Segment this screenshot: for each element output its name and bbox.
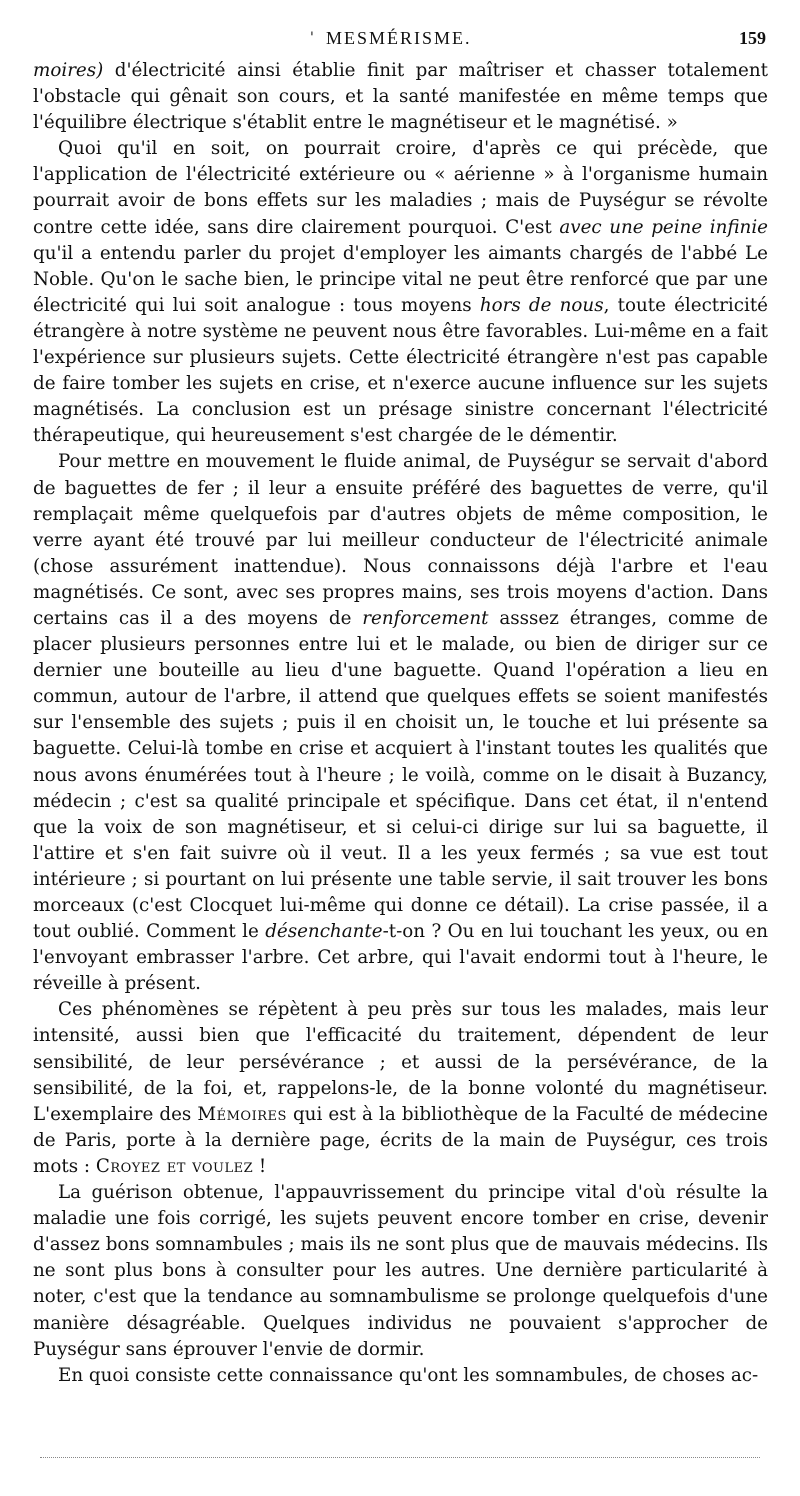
body-text: [33, 58, 768, 1389]
italic-text: moires): [33, 60, 104, 81]
text-segment: Ces phénomènes se répètent à peu près sur tous les malades, mais leur intensité, aussi bien que l'efficacité du traitement, dépendent de leur sensibilité, de leur persévérance ; et aussi de la persévérance, de la sensibilité, de la foi, et, rappelons-le, de la bonne volonté du magnétiseur. L'exemplaire des: [33, 999, 768, 1125]
paragraph: [33, 997, 768, 1180]
paragraph: [33, 1363, 768, 1389]
italic-text: avec une peine infinie: [559, 216, 768, 238]
italic-text: renforcement: [362, 607, 489, 629]
running-header: [33, 24, 768, 58]
text-segment: asssez étranges, comme de placer plusieurs personnes entre lui et le malade, ou bien de diriger sur ce dernier une bouteille au lieu d'une baguette. Quand l'opération a lieu en commun, autour de l'arbre, il attend que quelques effets se soient manifestés sur l'ensemble des sujets ; puis il en choisit un, le touche et lui présente sa baguette. Celui-là tombe en crise et acquiert à l'instant toutes les qualités que nous avons énumérées tout à l'heure ; le voilà, comme on le disait à Buzancy, médecin ; c'est sa qualité principale et spécifique. Dans cet état, il n'entend que la voix de son magnétiseur, et si celui-ci dirige sur lui sa baguette, il l'attire et s'en fait suivre où il veut. Il a les yeux fermés ; sa vue est tout intérieure ; si pourtant on lui présente une table servie, il sait trouver les bons morceaux (c'est Clocquet lui-même qui donne ce détail). La crise passée, il a tout oublié. Comment le: [33, 607, 768, 943]
text-segment: Pour mettre en mouvement le fluide animal, de Puységur se servait d'abord de baguettes de fer ; il leur a ensuite préféré des baguettes de verre, qu'il remplaçait même quelquefois par d'autres objets de même composition, le verre ayant été trouvé par lui meilleur conducteur de l'électricité animale (chose assurément inattendue). Nous connaissons déjà l'arbre et l'eau magnétisés. Ce sont, avec ses propres mains, ses trois moyens d'action. Dans certains cas il a des moyens de: [33, 451, 768, 629]
header-mark: ': [310, 30, 314, 46]
small-caps-text: Mémoires: [197, 1103, 287, 1125]
italic-text: hors de nous: [479, 294, 604, 316]
running-title: MESMÉRISME.: [326, 28, 472, 48]
small-caps-text: Croyez et voulez: [95, 1155, 254, 1177]
book-page: [33, 24, 768, 1389]
paragraph: [33, 1180, 768, 1363]
text-segment: En quoi consiste cette connaissance qu'ont les somnambules, de choses ac-: [58, 1364, 759, 1386]
paragraph: [33, 449, 768, 997]
text-segment: d'électricité ainsi établie finit par maîtriser et chasser totalement l'obstacle qui gênait son cours, et la santé manifestée en même temps que l'équilibre électrique s'établit entre le magnétiseur et le magnétisé. »: [33, 60, 768, 134]
text-segment: , toute électricité étrangère à notre système ne peuvent nous être favorables. Lui-même en a fait l'expérience sur plusieurs sujets. Cette électricité étrangère n'est pas capable de faire tomber les sujets en crise, et n'exerce aucune influence sur les sujets magnétisés. La conclusion est un présage sinistre concernant l'électricité thérapeutique, qui heureusement s'est chargée de le démentir.: [33, 294, 768, 447]
italic-text: désenchante: [265, 921, 383, 943]
text-segment: qui est à la bibliothèque de la Faculté de médecine de Paris, porte à la dernière page, écrits de la main de Puységur, ces trois mots :: [33, 1103, 768, 1177]
text-segment: !: [253, 1155, 267, 1177]
paragraph: [33, 58, 768, 136]
text-segment: qu'il a entendu parler du projet d'employer les aimants chargés de l'abbé Le Noble. Qu'on le sache bien, le principe vital ne peut être renforcé que par une électricité qui lui soit analogue : tous moyens: [33, 242, 768, 316]
text-segment: Quoi qu'il en soit, on pourrait croire, d'après ce qui précède, que l'application de l'électricité extérieure ou « aérienne » à l'organisme humain pourrait avoir de bons effets sur les maladies ; mais de Puységur se révolte contre cette idée, sans dire clairement pourquoi. C'est: [33, 138, 768, 238]
paragraph: [33, 136, 768, 449]
text-segment: -t-on ? Ou en lui touchant les yeux, ou en l'envoyant embrasser l'arbre. Cet arbre, qui l'avait endormi tout à l'heure, le réveille à présent.: [33, 921, 768, 995]
bottom-rule: [40, 1457, 760, 1458]
text-segment: La guérison obtenue, l'appauvrissement du principe vital d'où résulte la maladie une fois corrigé, les sujets peuvent encore tomber en crise, devenir d'assez bons somnambules ; mais ils ne sont plus que de mauvais médecins. Ils ne sont plus bons à consulter pour les autres. Une dernière particularité à noter, c'est que la tendance au somnambulisme se prolonge quelquefois d'une manière désagréable. Quelques individus ne pouvaient s'approcher de Puységur sans éprouver l'envie de dormir.: [33, 1182, 768, 1360]
page-number: 159: [739, 28, 766, 48]
